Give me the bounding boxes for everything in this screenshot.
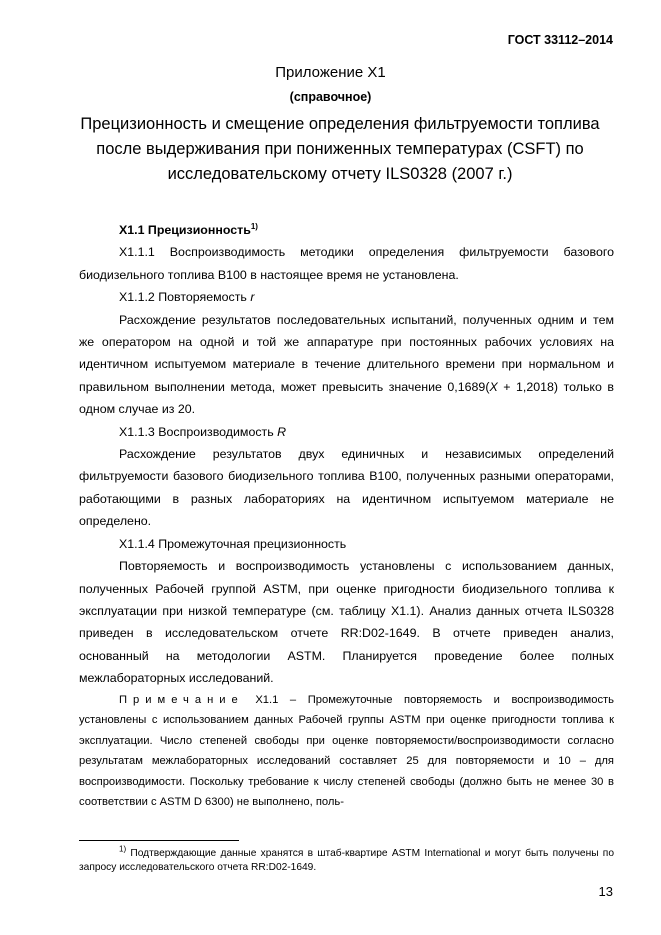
paragraph: Повторяемость и воспроизводимость установлены с использованием данных, полученных Рабочей группой ASTM, при оценке пригодности биодизельного топлива к эксплуатации при низкой температуре (см. таблицу Х1.1). Анализ данных отчета ILS0328 приведен в исследовательском отчете RR:D02-1649. В отчете приведен анализ, основанный на методологии ASTM. Планируется проведение более полных межлабораторных исследований. — [79, 559, 614, 686]
page-number: 13 — [598, 884, 613, 899]
paragraph: Расхождение результатов двух единичных и независимых определений фильтруемости базового биодизельного топлива В100, полученных разными операторами, работающими в разных лабораториях на идентичном испытуемом материале не определено. — [79, 447, 614, 529]
document-body — [79, 219, 614, 813]
note: Примечание Х1.1 – Промежуточные повторяемость и воспроизводимость установлены с использованием данных Рабочей группы ASTM при оценке пригодности топлива к эксплуатации. Число степеней свободы при оценке повторяемости/воспроизводимости согласно результатам межлабораторных исследований составляет 25 для повторяемости и 10 – для воспроизводимости. Поскольку требование к числу степеней свободы (должно быть не менее 30 в соответствии с ASTM D 6300) не выполнено, поль- — [79, 693, 614, 809]
paragraph: Х1.1.1 Воспроизводимость методики определения фильтруемости базового биодизельного топлива В100 в настоящее время не установлена. — [79, 245, 614, 282]
note-label: Примечание — [119, 693, 244, 706]
footnote-separator — [79, 840, 239, 841]
subsection-heading: Х1.1.3 Воспроизводимость R — [119, 424, 287, 439]
footnote: $^{1)}$ Подтверждающие данные хранятся в штаб-квартире ASTM International и могут быть получены по запросу исследовательского отчета RR:D02-1649. — [79, 844, 614, 873]
paragraph: Расхождение результатов последовательных испытаний, полученных одним и тем же оператором на одной и той же аппаратуре при постоянных рабочих условиях на идентичном испытуемом материале в течение длительного времени при нормальном и правильном выполнении метода, может превысить значение 0,1689(X + 1,2018) только в одном случае из 20. — [79, 312, 614, 417]
appendix-title: Прецизионность и смещение определения фильтруемости топлива после выдерживания при пониженных температурах (CSFT) по исследовательскому отчету ILS0328 (2007 г.) — [80, 115, 600, 183]
standard-number: ГОСТ 33112–2014 — [507, 33, 613, 47]
section-heading: Х1.1 Прецизионность$^{1)}$ — [119, 221, 258, 237]
subsection-heading: Х1.1.2 Повторяемость r — [119, 290, 255, 305]
appendix-label: Приложение Х1 — [275, 64, 386, 81]
footnote-ref: 1) — [250, 221, 258, 231]
appendix-type: (справочное) — [289, 90, 372, 104]
subsection-heading: Х1.1.4 Промежуточная прецизионность — [119, 536, 347, 551]
